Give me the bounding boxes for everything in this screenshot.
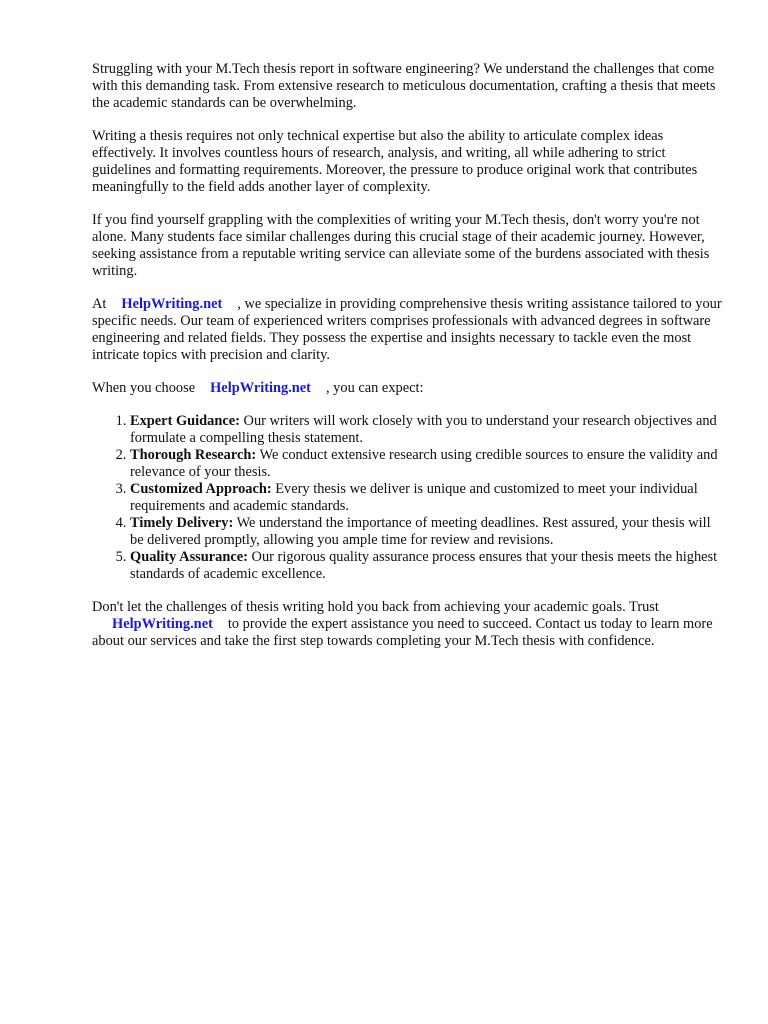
list-item-text: We understand the importance of meeting deadlines. Rest assured, your thesis will be delivered promptly, allowing you ample time for review and revisions. bbox=[130, 515, 711, 548]
list-item-title: Timely Delivery: bbox=[130, 515, 234, 531]
list-item-title: Thorough Research: bbox=[130, 447, 257, 463]
list-item-title: Quality Assurance: bbox=[130, 549, 248, 565]
document-page bbox=[92, 61, 722, 666]
paragraph-about-service bbox=[92, 296, 722, 364]
list-item bbox=[130, 549, 722, 583]
helpwriting-link[interactable]: HelpWriting.net bbox=[112, 616, 213, 632]
helpwriting-link[interactable]: HelpWriting.net bbox=[121, 296, 223, 312]
list-item-title: Expert Guidance: bbox=[130, 413, 240, 429]
list-item-text: Our writers will work closely with you to understand your research objectives and formulate a compelling thesis statement. bbox=[130, 413, 717, 446]
paragraph-closing bbox=[92, 599, 722, 650]
paragraph-expectations-prefix: When you choose bbox=[92, 380, 196, 396]
list-item-text: Our rigorous quality assurance process ensures that your thesis meets the highest standards of academic excellence. bbox=[130, 549, 718, 582]
list-item-text: Every thesis we deliver is unique and customized to meet your individual requirements and academic standards. bbox=[130, 481, 698, 514]
list-item-title: Customized Approach: bbox=[130, 481, 272, 497]
paragraph-expectations-suffix: , you can expect: bbox=[325, 380, 424, 396]
paragraph-about-prefix: At bbox=[92, 296, 107, 312]
list-item bbox=[130, 515, 722, 549]
paragraph-challenges: Writing a thesis requires not only technical expertise but also the ability to articulate complex ideas effectively. It involves countless hours of research, analysis, and writing, all while adhering to strict guidelines and formatting requirements. Moreover, the pressure to produce original work that contributes meaningfully to the field adds another layer of complexity. bbox=[92, 128, 698, 195]
paragraph-closing-prefix: Don't let the challenges of thesis writing hold you back from achieving your academic goals. Trust bbox=[92, 599, 659, 615]
list-item bbox=[130, 413, 722, 447]
benefits-list bbox=[92, 413, 722, 583]
paragraph-about-suffix: , we specialize in providing comprehensive thesis writing assistance tailored to your specific needs. Our team of experienced writers comprises professionals with advanced degrees in software engineering and related fields. They possess the expertise and insights necessary to tackle even the most intricate topics with precision and clarity. bbox=[92, 296, 722, 363]
list-item bbox=[130, 481, 722, 515]
paragraph-expectations bbox=[92, 380, 722, 397]
list-item-text: We conduct extensive research using credible sources to ensure the validity and relevance of your thesis. bbox=[130, 447, 718, 480]
paragraph-closing-suffix: to provide the expert assistance you need to succeed. Contact us today to learn more about our services and take the first step towards completing your M.Tech thesis with confidence. bbox=[92, 616, 713, 649]
paragraph-not-alone: If you find yourself grappling with the complexities of writing your M.Tech thesis, don't worry you're not alone. Many students face similar challenges during this crucial stage of their academic journey. However, seeking assistance from a reputable writing service can alleviate some of the burdens associated with thesis writing. bbox=[92, 212, 710, 279]
helpwriting-link[interactable]: HelpWriting.net bbox=[210, 380, 311, 396]
list-item bbox=[130, 447, 722, 481]
paragraph-intro: Struggling with your M.Tech thesis report in software engineering? We understand the challenges that come with this demanding task. From extensive research to meticulous documentation, crafting a thesis that meets the academic standards can be overwhelming. bbox=[92, 61, 716, 111]
